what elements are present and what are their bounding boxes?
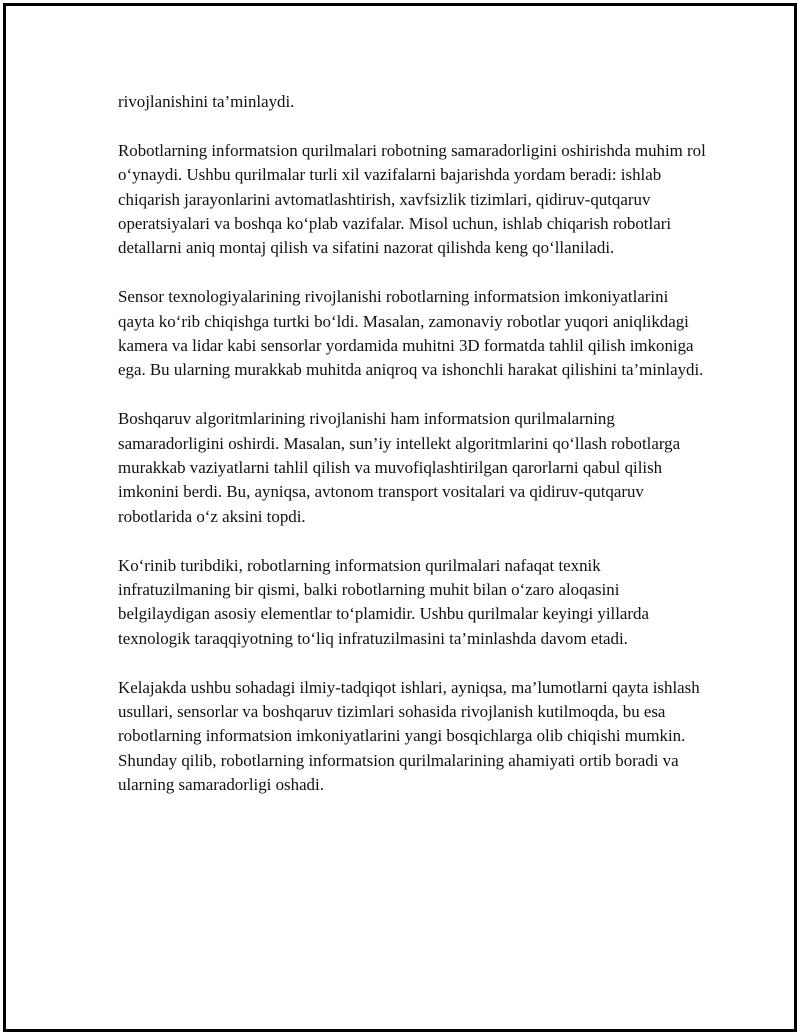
paragraph-control-algorithms: Boshqaruv algoritmlarining rivojlanishi ham informatsion qurilmalarning samaradorligini oshirdi. Masalan, sun’iy intellekt algoritmlarini qo‘llash robotlarga murakkab vaziyatlarni tahlil qilish va muvofiqlashtirilgan qarorlarni qabul qilish imkonini berdi. Bu, ayniqsa, avtonom transport vositalari va qidiruv-qutqaruv robotlarida o‘z aksini topdi. (118, 409, 681, 526)
paragraph-conclusion: Ko‘rinib turibdiki, robotlarning informatsion qurilmalari nafaqat texnik infratuzilmaning bir qismi, balki robotlarning muhit bilan o‘zaro aloqasini belgilaydigan asosiy elementlar to‘plamidir. Ushbu qurilmalar keyingi yillarda texnologik taraqqiyotning to‘liq infratuzilmasini ta’minlashda davom etadi. (118, 555, 649, 648)
paragraph-future-research: Kelajakda ushbu sohadagi ilmiy-tadqiqot ishlari, ayniqsa, ma’lumotlarni qayta ishlash usullari, sensorlar va boshqaruv tizimlari sohasida rivojlanish kutilmoqda, bu esa robotlarning informatsion imkoniyatlarini yangi bosqichlarga olib chiqishi mumkin. Shunday qilib, robotlarning informatsion qurilmalarining ahamiyati ortib boradi va ularning samaradorligi oshadi. (118, 677, 700, 795)
document-body (118, 90, 708, 822)
paragraph-continuation: rivojlanishini ta’minlaydi. (118, 92, 295, 111)
paragraph-information-devices-role: Robotlarning informatsion qurilmalari robotning samaradorligini oshirishda muhim rol o‘ynaydi. Ushbu qurilmalar turli xil vazifalarni bajarishda yordam beradi: ishlab chiqarish jarayonlarini avtomatlashtirish, xavfsizlik tizimlari, qidiruv-qutqaruv operatsiyalari va boshqa ko‘plab vazifalar. Misol uchun, ishlab chiqarish robotlari detallarni aniq montaj qilish va sifatini nazorat qilishda keng qo‘llaniladi. (118, 140, 706, 258)
paragraph-sensor-technologies: Sensor texnologiyalarining rivojlanishi robotlarning informatsion imkoniyatlarini qayta ko‘rib chiqishga turtki bo‘ldi. Masalan, zamonaviy robotlar yuqori aniqlikdagi kamera va lidar kabi sensorlar yordamida muhitni 3D formatda tahlil qilish imkoniga ega. Bu ularning murakkab muhitda aniqroq va ishonchli harakat qilishini ta’minlaydi. (118, 287, 704, 380)
